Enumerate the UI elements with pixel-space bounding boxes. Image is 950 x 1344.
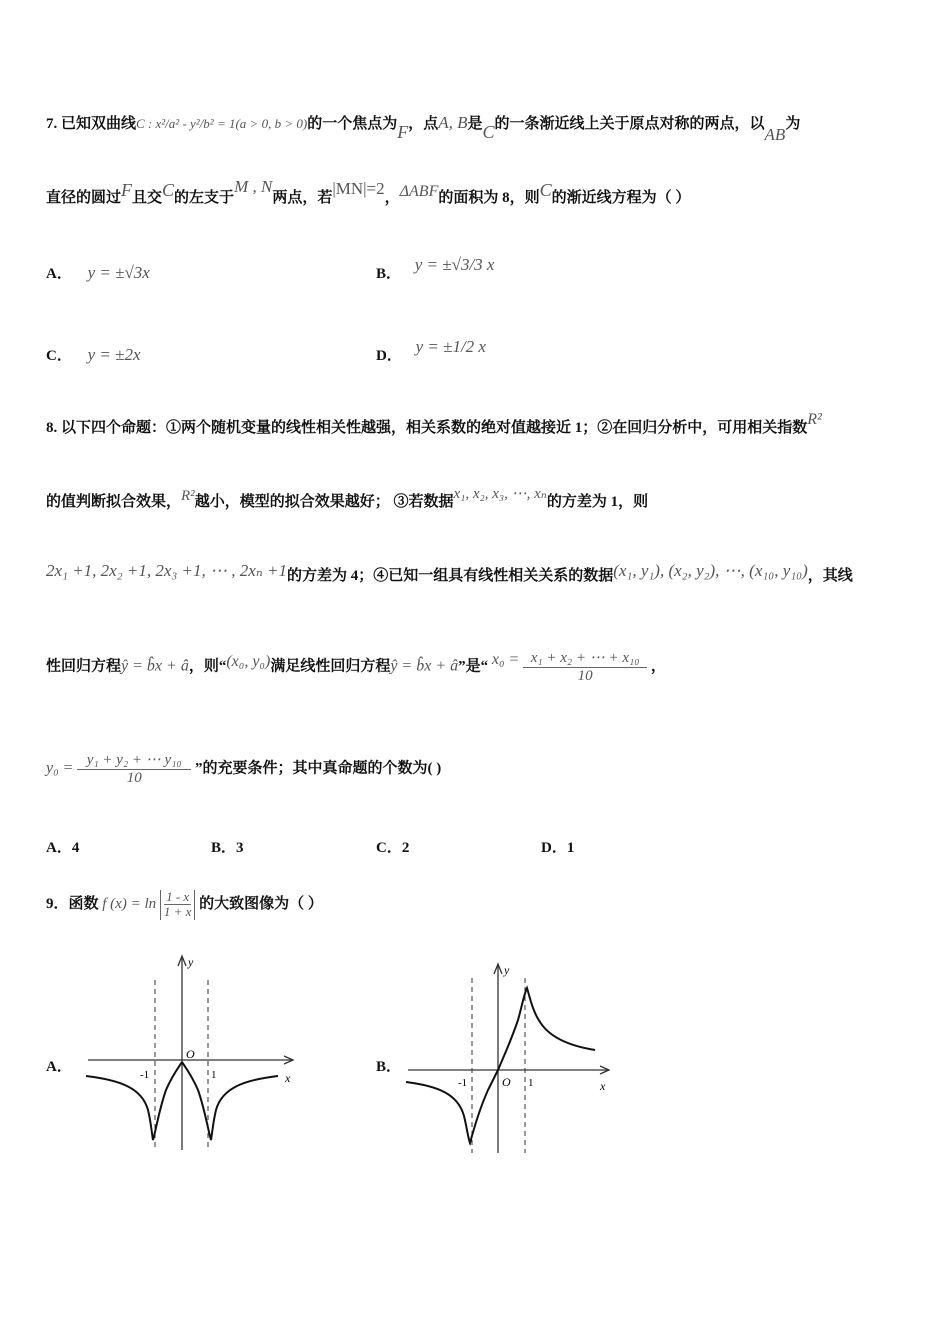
curve-right — [498, 988, 595, 1070]
q8-option-c[interactable]: C．2 — [376, 840, 410, 856]
tick-one: 1 — [528, 1077, 534, 1089]
q7-option-a[interactable]: A． y = ±√3x — [46, 263, 150, 282]
q8-line2: 的值判断拟合效果，R²越小，模型的拟合效果越好； ③若数据x₁, x₂, x₃, ⋯, xₙ的方差为 1，则 — [46, 486, 649, 510]
q8-option-a[interactable]: A．4 — [46, 840, 80, 856]
curve-left — [406, 1070, 498, 1143]
q7-option-d[interactable]: D． y = ±1/2 x — [376, 337, 486, 364]
x-label: x — [285, 1071, 291, 1085]
graph-b[interactable] — [400, 958, 620, 1158]
q9-option-a[interactable]: A． — [46, 1059, 72, 1075]
tick-neg-one: -1 — [140, 1069, 150, 1081]
x-label: x — [600, 1079, 606, 1093]
q8-line5: y₀ = $\frac{\text{y₁ + y₂ + ⋯ y₁₀}}{10}$ ”的充要条件；其中真命题的个数为( ) — [46, 752, 442, 786]
q7-option-c[interactable]: C． y = ±2x — [46, 345, 141, 364]
q7-option-b[interactable]: B． y = ±√3/3 x — [376, 255, 495, 282]
hyperbola-equation: C : x²/a² - y²/b² = 1(a > 0, b > 0) — [136, 116, 308, 131]
q9-option-b[interactable]: B． — [376, 1059, 402, 1075]
q7-line2: 直径的圆过F且交C的左支于M , N两点，若|MN|=2，ΔABF的面积为 8，则C的渐近线方程为（ ） — [46, 177, 691, 206]
q8-line3: 2x₁ +1, 2x₂ +1, 2x₃ +1, ⋯ , 2xₙ +1的方差为 4；④已知一组具有线性相关关系的数据(x₁, y₁), (x₂, y₂), ⋯, (x₁₀, y₁₀)，其线 — [46, 561, 853, 584]
graph-a[interactable] — [80, 950, 305, 1160]
tick-neg-one: -1 — [458, 1077, 468, 1089]
q8-line4: 性回归方程ŷ = b̂x + â，则“(x₀, y₀)满足线性回归方程ŷ = b̂x + â”是“ x₀ = $\frac{\text{x₁ + x₂ + ⋯ + x₁₀}}{10}$ ， — [46, 650, 666, 684]
y0-fraction: $\frac{\text{y₁ + y₂ + ⋯ y₁₀}}{10}$ — [77, 752, 191, 786]
tick-one: 1 — [211, 1069, 217, 1081]
origin-label: O — [186, 1047, 195, 1061]
q8-option-b[interactable]: B．3 — [211, 840, 244, 856]
q8-line1: 8. 以下四个命题：①两个随机变量的线性相关性越强，相关系数的绝对值越接近 1；②在回归分析中，可用相关指数R² — [46, 411, 822, 436]
origin-label: O — [502, 1075, 511, 1089]
q9-line: 9．函数 f (x) = ln $\frac{1 - x}{1 + x}$ 的大致图像为（ ） — [46, 889, 323, 920]
y-label: y — [188, 955, 194, 969]
q8-option-d[interactable]: D．1 — [541, 840, 575, 856]
abs-fraction: $\frac{1 - x}{1 + x}$ — [160, 890, 196, 920]
y-label: y — [504, 963, 510, 977]
q7-line1: 7. 已知双曲线C : x²/a² - y²/b² = 1(a > 0, b > 0)的一个焦点为F，点A, B是C的一条渐近线上关于原点对称的两点，以AB为 — [46, 113, 801, 144]
curve-right — [182, 1062, 278, 1140]
curve-left — [86, 1062, 182, 1140]
x0-fraction: $\frac{\text{x₁ + x₂ + ⋯ + x₁₀}}{10}$ — [523, 650, 647, 684]
